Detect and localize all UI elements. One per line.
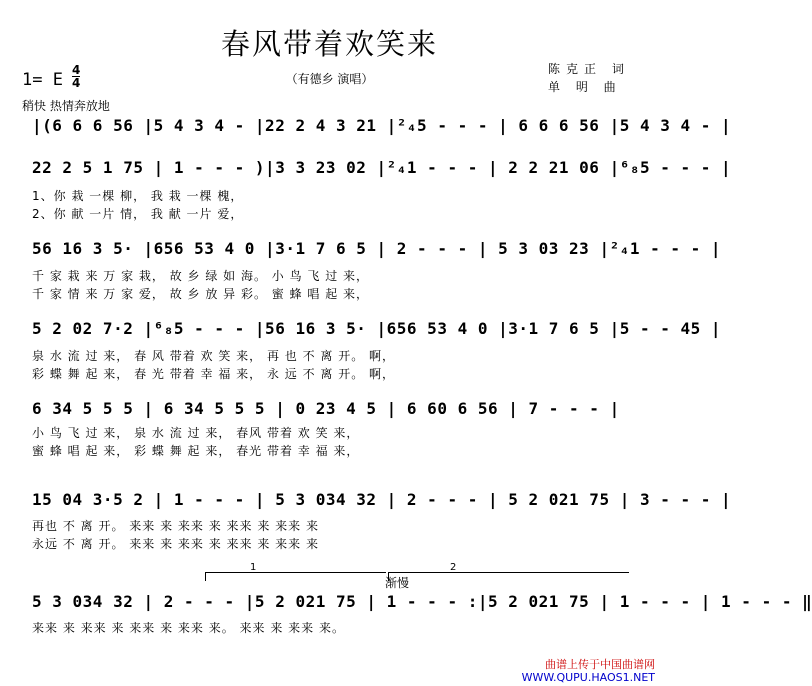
- staff-notes: 56 16 3 5· |656 53 4 0 |3·1 7 6 5 | 2 - - - | 5 3 03 23 |²₄1 - - - |: [32, 239, 722, 258]
- lyricist-credit: 陈克正 词: [548, 62, 630, 76]
- staff-notes: 15 04 3·5 2 | 1 - - - | 5 3 034 32 | 2 - - - | 5 2 021 75 | 3 - - - |: [32, 490, 732, 509]
- time-signature-bottom: 4: [72, 76, 81, 90]
- key-signature: 1= E: [22, 70, 63, 90]
- volta-bracket-2: [388, 572, 629, 581]
- tempo-marking: 稍快 热情奔放地: [22, 99, 110, 113]
- composer-credit: 单 明 曲: [548, 80, 622, 94]
- lyric-line: 来来 来 来来 来 来来 来 来来 来。 来来 来 来来 来。: [32, 621, 345, 635]
- footer-site: 曲谱上传于中国曲谱网: [545, 658, 655, 671]
- staff-notes: 22 2 5 1 75 | 1 - - - )|3 3 23 02 |²₄1 - - - | 2 2 21 06 |⁶₈5 - - - |: [32, 158, 732, 177]
- lyric-line: 1、你 栽 一棵 柳， 我 栽 一棵 槐，: [32, 189, 244, 203]
- lyric-line: 小 鸟 飞 过 来， 泉 水 流 过 来， 春风 带着 欢 笑 来，: [32, 426, 360, 440]
- singer-credit: （有德乡 演唱）: [285, 72, 374, 86]
- volta-bracket-1: [205, 572, 386, 581]
- lyric-line: 千 家 栽 来 万 家 栽， 故 乡 绿 如 海。 小 鸟 飞 过 来，: [32, 269, 370, 283]
- lyric-line: 永远 不 离 开。 来来 来 来来 来 来来 来 来来 来: [32, 537, 319, 551]
- staff-notes: |(6 6 6 56 |5 4 3 4 - |22 2 4 3 21 |²₄5 - - - | 6 6 6 56 |5 4 3 4 - |: [32, 116, 732, 135]
- volta-number-2: 2: [450, 562, 457, 573]
- lyric-line: 再也 不 离 开。 来来 来 来来 来 来来 来 来来 来: [32, 519, 319, 533]
- ritardando-marking: 渐慢: [385, 576, 410, 590]
- page-title: 春风带着欢笑来: [220, 27, 438, 61]
- staff-notes: 5 2 02 7·2 |⁶₈5 - - - |56 16 3 5· |656 53 4 0 |3·1 7 6 5 |5 - - 45 |: [32, 319, 722, 338]
- lyric-line: 彩 蝶 舞 起 来， 春 光 带着 幸 福 来， 永 远 不 离 开。 啊，: [32, 367, 396, 381]
- lyric-line: 千 家 情 来 万 家 爱， 故 乡 放 异 彩。 蜜 蜂 唱 起 来，: [32, 287, 370, 301]
- lyric-line: 蜜 蜂 唱 起 来， 彩 蝶 舞 起 来， 春光 带着 幸 福 来，: [32, 444, 360, 458]
- staff-notes: 5 3 034 32 | 2 - - - |5 2 021 75 | 1 - - - :|5 2 021 75 | 1 - - - | 1 - - - ‖: [32, 592, 812, 611]
- lyric-line: 2、你 献 一片 情， 我 献 一片 爱，: [32, 207, 244, 221]
- footer-watermark: [522, 658, 655, 684]
- footer-url: WWW.QUPU.HAOS1.NET: [521, 671, 655, 684]
- time-signature-top: 4: [72, 63, 81, 77]
- lyric-line: 泉 水 流 过 来， 春 风 带着 欢 笑 来， 再 也 不 离 开。 啊，: [32, 349, 396, 363]
- volta-number-1: 1: [250, 562, 257, 573]
- staff-notes: 6 34 5 5 5 | 6 34 5 5 5 | 0 23 4 5 | 6 60 6 56 | 7 - - - |: [32, 399, 620, 418]
- time-signature: [72, 64, 80, 89]
